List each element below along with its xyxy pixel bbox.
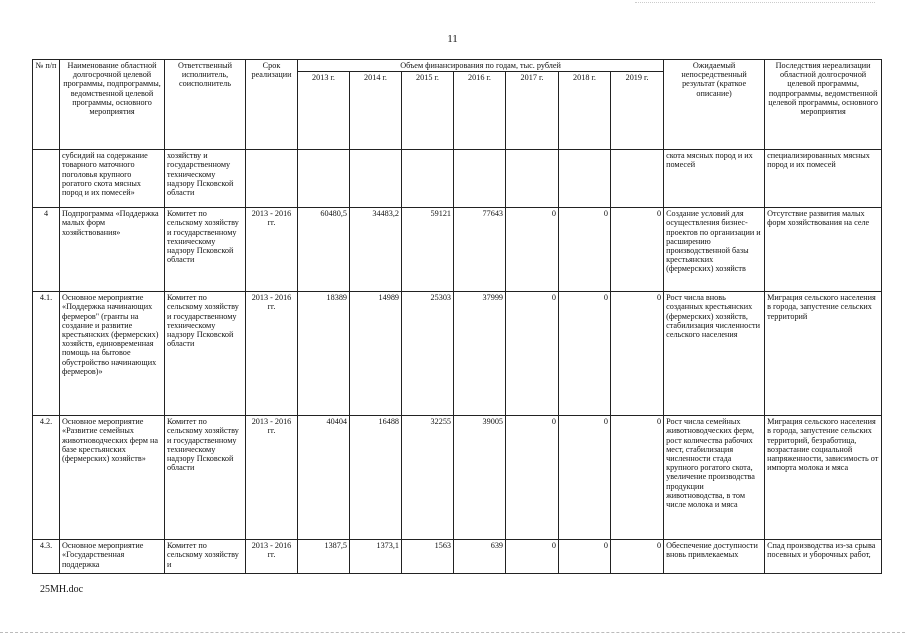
row-name: Подпрограмма «Поддержка малых форм хозяйствования» <box>60 208 165 292</box>
row-value: 1563 <box>402 540 454 574</box>
page-bottom-edge <box>0 632 905 633</box>
row-value: 0 <box>559 540 611 574</box>
row-value: 59121 <box>402 208 454 292</box>
table-row <box>33 540 882 574</box>
row-value <box>298 150 350 208</box>
row-num <box>33 150 60 208</box>
row-value: 0 <box>611 416 664 540</box>
row-value: 77643 <box>454 208 506 292</box>
row-executor: Комитет по сельскому хозяйству и государственному техническому надзору Псковской области <box>165 292 246 416</box>
row-value: 0 <box>611 208 664 292</box>
row-result: скота мясных пород и их помесей <box>664 150 765 208</box>
row-value: 0 <box>611 292 664 416</box>
header-year: 2017 г. <box>506 72 559 150</box>
header-consequence: Последствия нереализации областной долгосрочной целевой программы, подпрограммы, ведомственной целевой программы, основного мероприятия <box>765 60 882 150</box>
row-num: 4.3. <box>33 540 60 574</box>
row-value: 0 <box>506 292 559 416</box>
row-value: 16488 <box>350 416 402 540</box>
row-value: 34483,2 <box>350 208 402 292</box>
row-value: 639 <box>454 540 506 574</box>
row-name: Основное мероприятие «Поддержка начинающих фермеров" (гранты на создание и развитие крестьянских (фермерских) хозяйств, единовременная помощь на бытовое обустройство начинающих фермеров)» <box>60 292 165 416</box>
row-result: Рост числа семейных животноводческих ферм, рост количества рабочих мест, стабилизация численности стада крупного рогатого скота, увеличение производства продукции животноводства, в том числе молока и мяса <box>664 416 765 540</box>
row-result: Рост числа вновь созданных крестьянских (фермерских) хозяйств, стабилизация численности сельского населения <box>664 292 765 416</box>
header-year: 2018 г. <box>559 72 611 150</box>
row-value: 1387,5 <box>298 540 350 574</box>
header-year: 2015 г. <box>402 72 454 150</box>
row-value <box>559 150 611 208</box>
header-funding-group: Объем финансирования по годам, тыс. рублей <box>298 60 664 72</box>
table-row <box>33 150 882 208</box>
row-value: 37999 <box>454 292 506 416</box>
row-executor: хозяйству и государственному техническому надзору Псковской области <box>165 150 246 208</box>
row-value: 39005 <box>454 416 506 540</box>
row-value: 0 <box>559 416 611 540</box>
row-value: 0 <box>559 208 611 292</box>
table-row <box>33 292 882 416</box>
row-value: 18389 <box>298 292 350 416</box>
row-consequence: Спад производства из-за срыва посевных и уборочных работ, <box>765 540 882 574</box>
page-top-edge <box>635 2 875 3</box>
row-value: 40404 <box>298 416 350 540</box>
header-result: Ожидаемый непосредственный результат (краткое описание) <box>664 60 765 150</box>
row-num: 4.1. <box>33 292 60 416</box>
row-value: 25303 <box>402 292 454 416</box>
row-value: 1373,1 <box>350 540 402 574</box>
document-filename: 25МН.doc <box>40 584 84 595</box>
row-value: 0 <box>611 540 664 574</box>
row-result: Создание условий для осуществления бизнес-проектов по организации и расширению производственной базы крестьянских (фермерских) хозяйств <box>664 208 765 292</box>
row-consequence: Миграция сельского населения в города, запустение сельских территорий, безработица, возрастание социальной напряженности, зависимость от импорта молока и мяса <box>765 416 882 540</box>
row-name: Основное мероприятие «Развитие семейных животноводческих ферм на базе крестьянских (фермерских) хозяйств» <box>60 416 165 540</box>
header-num: № п/п <box>33 60 60 150</box>
row-name: субсидий на содержание товарного маточного поголовья крупного рогатого скота мясных пород и их помесей» <box>60 150 165 208</box>
header-year: 2014 г. <box>350 72 402 150</box>
row-term: 2013 - 2016 гг. <box>246 540 298 574</box>
row-value: 14989 <box>350 292 402 416</box>
header-term: Срок реализации <box>246 60 298 150</box>
row-value <box>402 150 454 208</box>
row-value: 60480,5 <box>298 208 350 292</box>
row-num: 4 <box>33 208 60 292</box>
table-row <box>33 208 882 292</box>
program-table <box>32 59 882 574</box>
header-year: 2016 г. <box>454 72 506 150</box>
header-year: 2019 г. <box>611 72 664 150</box>
row-term <box>246 150 298 208</box>
row-term: 2013 - 2016 гг. <box>246 208 298 292</box>
row-consequence: специализированных мясных пород и их помесей <box>765 150 882 208</box>
header-year: 2013 г. <box>298 72 350 150</box>
row-consequence: Миграция сельского населения в города, запустение сельских территорий <box>765 292 882 416</box>
row-term: 2013 - 2016 гг. <box>246 416 298 540</box>
row-term: 2013 - 2016 гг. <box>246 292 298 416</box>
row-value: 0 <box>506 416 559 540</box>
row-value <box>506 150 559 208</box>
header-executor: Ответственный исполнитель, соисполнитель <box>165 60 246 150</box>
row-value: 0 <box>506 540 559 574</box>
row-name: Основное мероприятие «Государственная поддержка <box>60 540 165 574</box>
table-row <box>33 416 882 540</box>
row-value <box>350 150 402 208</box>
row-num: 4.2. <box>33 416 60 540</box>
row-value: 32255 <box>402 416 454 540</box>
row-result: Обеспечение доступности вновь привлекаемых <box>664 540 765 574</box>
row-value <box>454 150 506 208</box>
row-consequence: Отсутствие развития малых форм хозяйствования на селе <box>765 208 882 292</box>
page-number: 11 <box>447 33 458 45</box>
row-value: 0 <box>506 208 559 292</box>
header-name: Наименование областной долгосрочной целевой программы, подпрограммы, ведомственной целевой программы, основного мероприятия <box>60 60 165 150</box>
row-value <box>611 150 664 208</box>
row-value: 0 <box>559 292 611 416</box>
row-executor: Комитет по сельскому хозяйству и государственному техническому надзору Псковской области <box>165 208 246 292</box>
row-executor: Комитет по сельскому хозяйству и государственному техническому надзору Псковской области <box>165 416 246 540</box>
row-executor: Комитет по сельскому хозяйству и <box>165 540 246 574</box>
